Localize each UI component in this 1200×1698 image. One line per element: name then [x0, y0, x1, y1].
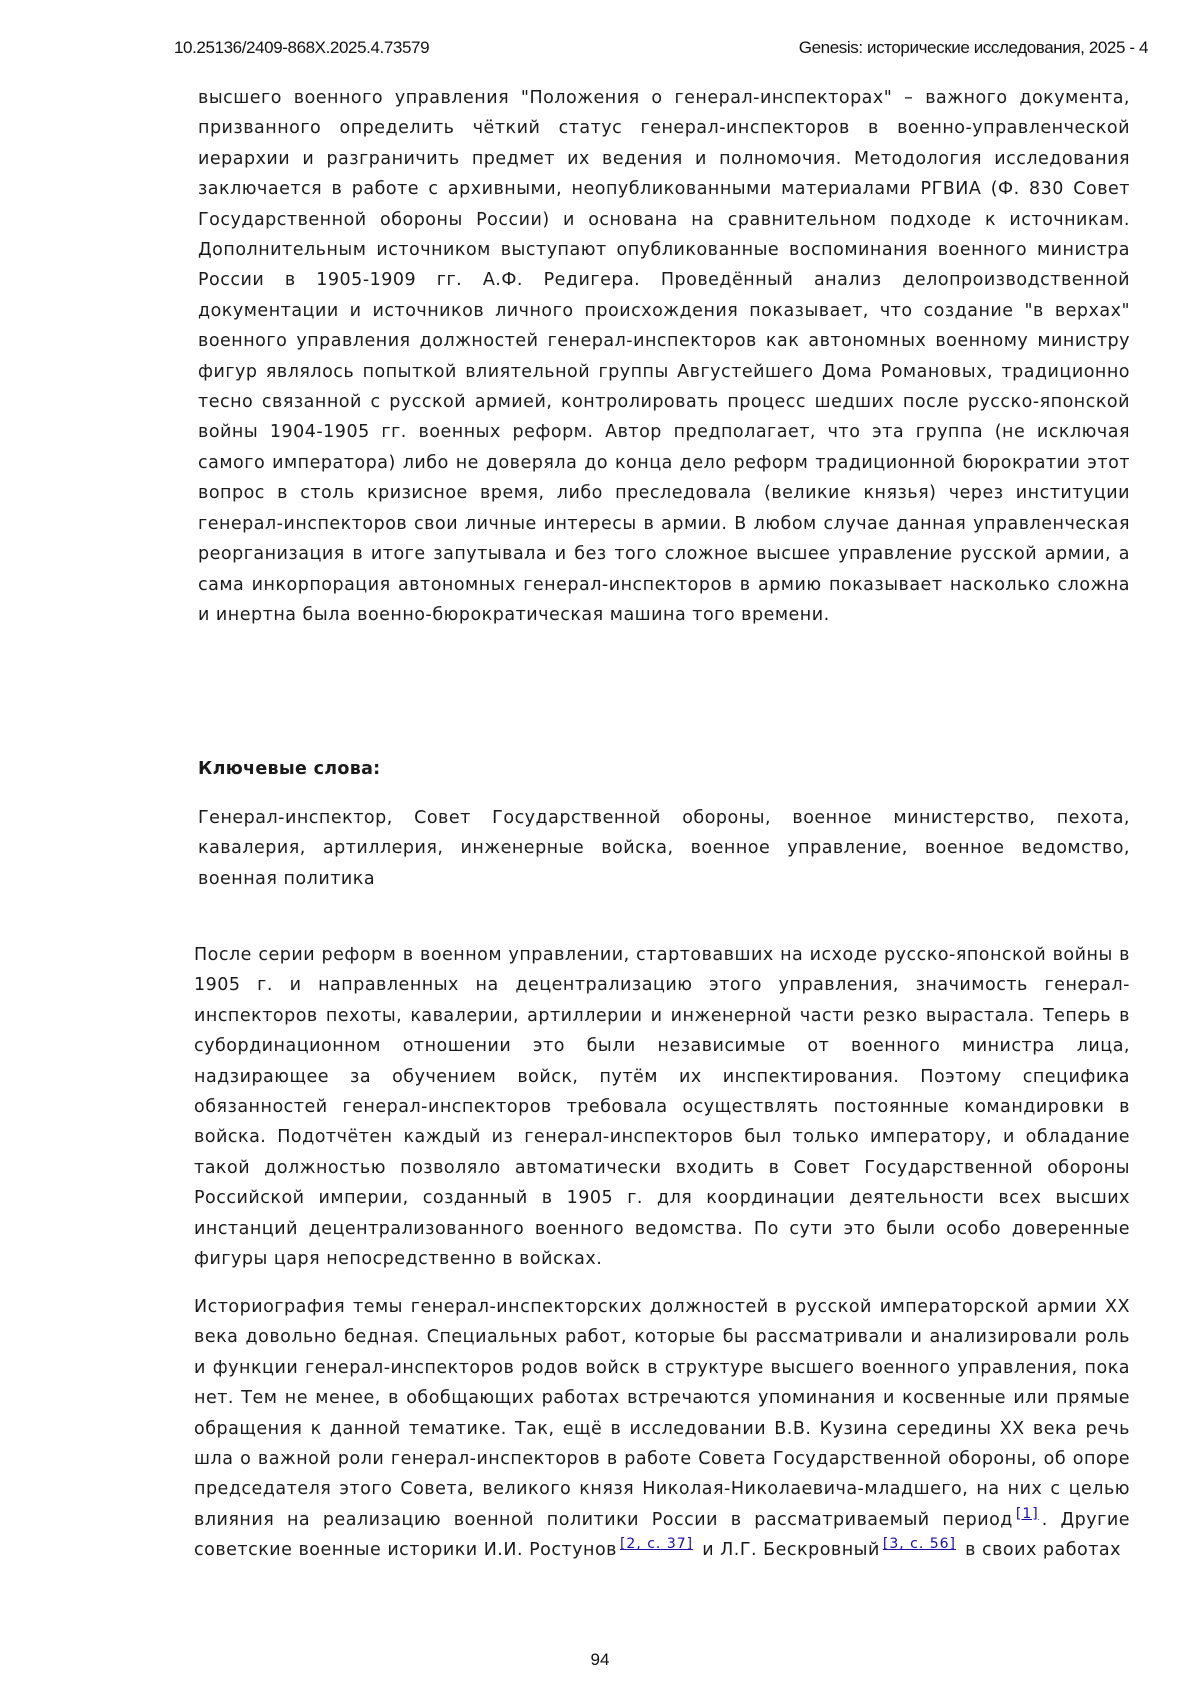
keywords-list: Генерал-инспектор, Совет Государственной обороны, военное министерство, пехота, кавалерия, артиллерия, инженерные войска, военное управление, военное ведомство, военная политика [198, 808, 1130, 889]
body-paragraph-2-text-2: . Другие советские военные историки И.И. Ростунов [194, 1509, 1130, 1561]
doi-header: 10.25136/2409-868X.2025.4.73579 [174, 38, 430, 57]
keywords-heading: Ключевые слова: [198, 759, 381, 779]
body-paragraph-2 [194, 1292, 1130, 1566]
journal-header: Genesis: исторические исследования, 2025 - 4 [798, 38, 1148, 57]
citation-link-2[interactable]: [2, с. 37] [619, 1536, 694, 1553]
abstract-paragraph: высшего военного управления "Положения о генерал-инспекторах" – важного документа, призванного определить чёткий статус генерал-инспекторов в военно-управленческой иерархии и разграничить предмет их ведения и полномочия. Методология исследования заключается в работе с архивными, неопубликованными материалами РГВИА (Ф. 830 Совет Государственной обороны России) и основана на сравнительном подходе к источникам. Дополнительным источником выступают опубликованные воспоминания военного министра России в 1905-1909 гг. А.Ф. Редигера. Проведённый анализ делопроизводственной документации и источников личного происхождения показывает, что создание "в верхах" военного управления должностей генерал-инспекторов как автономных военному министру фигур являлось попыткой влиятельной группы Августейшего Дома Романовых, традиционно тесно связанной с русской армией, контролировать процесс шедших после русско-японской войны 1904-1905 гг. военных реформ. Автор предполагает, что эта группа (не исключая самого императора) либо не доверяла до конца дело реформ традиционной бюрократии этот вопрос в столь кризисное время, либо преследовала (великие князья) через институции генерал-инспекторов свои личные интересы в армии. В любом случае данная управленческая реорганизация в итоге запутывала и без того сложное высшее управление русской армии, а сама инкорпорация автономных генерал-инспекторов в армию показывает насколько сложна и инертна была военно-бюрократическая машина того времени. [198, 88, 1130, 625]
citation-link-1[interactable]: [1] [1015, 1506, 1039, 1523]
page-number: 94 [590, 1650, 610, 1669]
body-paragraph-1: После серии реформ в военном управлении, стартовавших на исходе русско-японской войны в 1905 г. и направленных на децентрализацию этого управления, значимость генерал-инспекторов пехоты, кавалерии, артиллерии и инженерной части резко вырастала. Теперь в субординационном отношении это были независимые от военного министра лица, надзирающее за обучением войск, путём их инспектирования. Поэтому специфика обязанностей генерал-инспекторов требовала осуществлять постоянные командировки в войска. Подотчётен каждый из генерал-инспекторов был только императору, и обладание такой должностью позволяло автоматически входить в Совет Государственной обороны Российской империи, созданный в 1905 г. для координации деятельности всех высших инстанций децентрализованного военного ведомства. По сути это были особо доверенные фигуры царя непосредственно в войсках. [194, 945, 1130, 1270]
body-paragraph-2-text-1: Историография темы генерал-инспекторских должностей в русской императорской армии XX века довольно бедная. Специальных работ, которые бы рассматривали и анализировали роль и функции генерал-инспекторов родов войск в структуре высшего военного управления, пока нет. Тем не менее, в обобщающих работах встречаются упоминания и косвенные или прямые обращения к данной тематике. Так, ещё в исследовании В.В. Кузина середины XX века речь шла о важной роли генерал-инспекторов в работе Совета Государственной обороны, об опоре председателя этого Совета, великого князя Николая-Николаевича-младшего, на них с целью влияния на реализацию военной политики России в рассматриваемый период [194, 1297, 1130, 1530]
body-paragraph-2-text-4: в своих работах [959, 1540, 1122, 1561]
body-paragraph-2-text-3: и Л.Г. Бескровный [696, 1540, 880, 1561]
citation-link-3[interactable]: [3, с. 56] [882, 1536, 957, 1553]
